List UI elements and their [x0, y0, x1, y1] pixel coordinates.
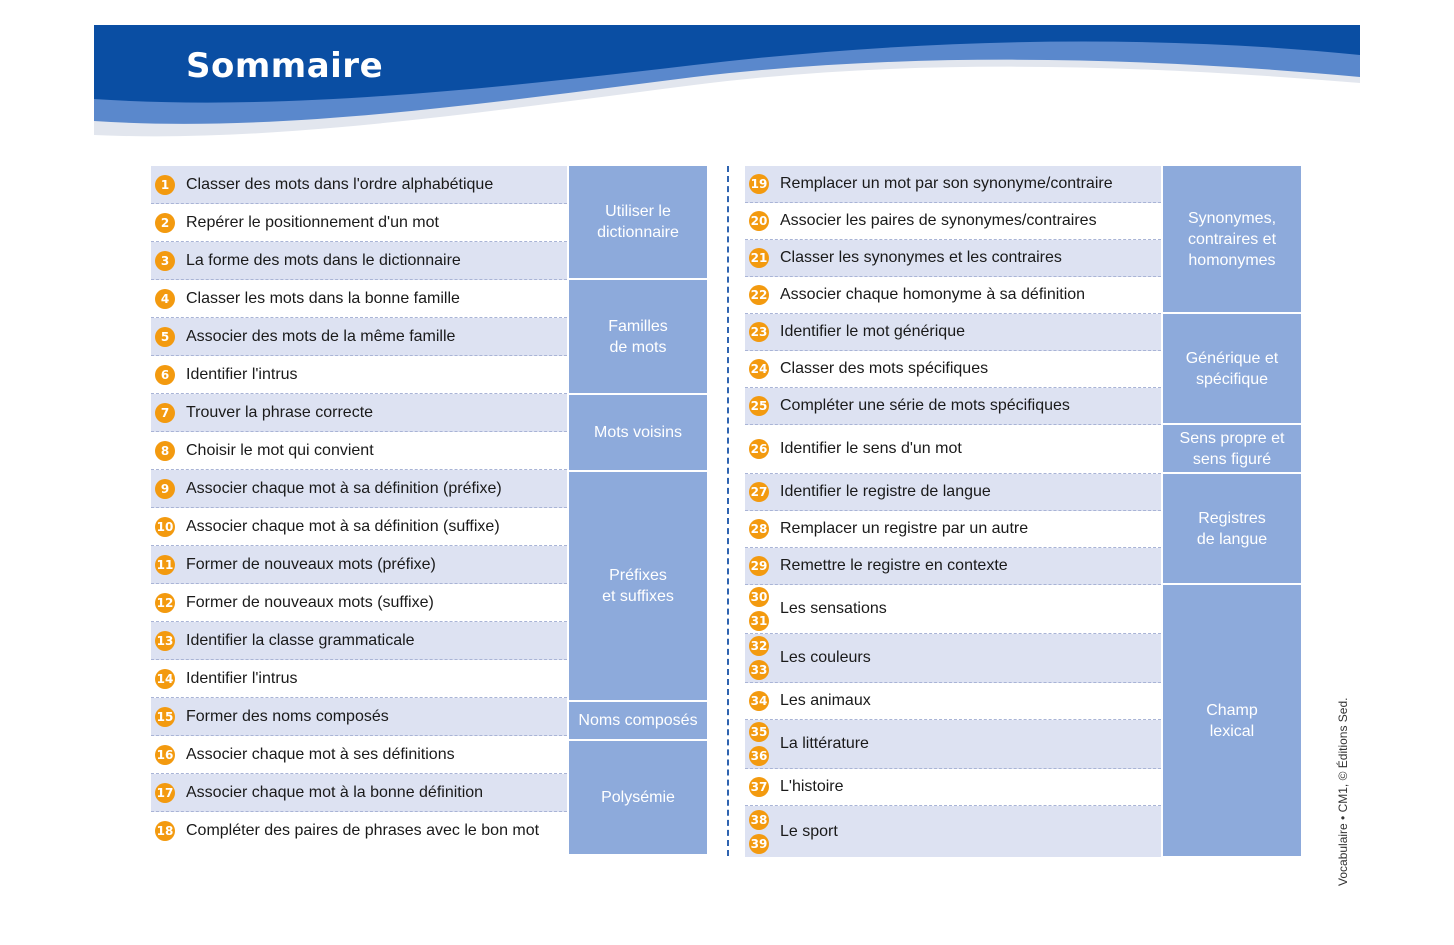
item-label: Identifier l'intrus	[186, 365, 298, 383]
page-title: Sommaire	[186, 46, 384, 86]
category-label: Familles de mots	[608, 317, 668, 356]
header-banner	[94, 25, 1360, 155]
number-badge: 36	[749, 746, 769, 766]
number-badge: 23	[749, 322, 769, 342]
item-label: Identifier la classe grammaticale	[186, 631, 415, 649]
list-item[interactable]	[151, 546, 567, 584]
item-label: Associer les paires de synonymes/contraires	[780, 212, 1097, 229]
list-item[interactable]	[745, 683, 1161, 720]
item-label: Les animaux	[780, 692, 871, 709]
category-cell	[569, 472, 707, 702]
list-item[interactable]	[745, 769, 1161, 806]
item-label: Les couleurs	[780, 649, 871, 666]
number-badge: 7	[155, 403, 175, 423]
list-item[interactable]	[151, 698, 567, 736]
item-label: Associer chaque homonyme à sa définition	[780, 286, 1086, 303]
number-badge: 4	[155, 289, 175, 309]
item-label: Choisir le mot qui convient	[186, 441, 374, 459]
list-item[interactable]	[745, 203, 1161, 240]
list-item[interactable]	[151, 394, 567, 432]
item-label: Repérer le positionnement d'un mot	[186, 213, 439, 231]
category-cell	[1163, 314, 1301, 425]
banner-wave	[94, 25, 1360, 155]
column-separator	[727, 166, 729, 856]
list-item[interactable]	[151, 812, 567, 850]
list-item[interactable]	[151, 470, 567, 508]
number-badge: 33	[749, 660, 769, 680]
number-badge: 35	[749, 722, 769, 742]
number-badge: 39	[749, 834, 769, 854]
list-item[interactable]	[151, 622, 567, 660]
item-label: Classer des mots spécifiques	[780, 360, 989, 377]
item-label: Le sport	[780, 822, 838, 840]
number-badge: 15	[155, 707, 175, 727]
number-badge: 30	[749, 587, 769, 607]
list-item[interactable]	[745, 388, 1161, 425]
number-badge: 12	[155, 593, 175, 613]
copyright-note: Vocabulaire • CM1, © Éditions Sed.	[1336, 697, 1350, 886]
number-badge: 2	[155, 213, 175, 233]
number-badge: 16	[155, 745, 175, 765]
number-badge: 6	[155, 365, 175, 385]
list-item[interactable]	[151, 774, 567, 812]
item-label: Compléter une série de mots spécifiques	[780, 397, 1070, 414]
list-item[interactable]	[745, 240, 1161, 277]
number-badge: 1	[155, 175, 175, 195]
number-badge: 32	[749, 636, 769, 656]
list-item[interactable]	[151, 318, 567, 356]
item-label: Associer chaque mot à ses définitions	[186, 745, 455, 763]
number-badge: 29	[749, 556, 769, 576]
number-badge: 10	[155, 517, 175, 537]
list-item[interactable]	[151, 508, 567, 546]
item-label: Identifier le sens d'un mot	[780, 440, 962, 457]
item-label: Former des noms composés	[186, 707, 389, 725]
number-badge: 22	[749, 285, 769, 305]
item-label: Associer chaque mot à sa définition (préfixe)	[186, 479, 502, 497]
list-item[interactable]	[151, 736, 567, 774]
list-item[interactable]	[745, 166, 1161, 203]
number-badge: 3	[155, 251, 175, 271]
number-badge: 17	[155, 783, 175, 803]
list-item[interactable]	[151, 280, 567, 318]
item-label: Identifier l'intrus	[186, 669, 298, 687]
number-badge: 5	[155, 327, 175, 347]
list-item[interactable]	[745, 634, 1161, 683]
list-item[interactable]	[745, 585, 1161, 634]
category-cell	[1163, 474, 1301, 585]
number-badge: 19	[749, 174, 769, 194]
category-cell	[569, 280, 707, 395]
category-label: Mots voisins	[593, 424, 683, 441]
list-item[interactable]	[745, 474, 1161, 511]
item-label: Associer chaque mot à sa définition (suffixe)	[186, 517, 500, 535]
category-cell	[1163, 585, 1301, 856]
category-cell	[569, 395, 707, 472]
list-item[interactable]	[745, 314, 1161, 351]
list-item[interactable]	[745, 511, 1161, 548]
item-label: Remplacer un mot par son synonyme/contraire	[780, 175, 1113, 192]
category-cell	[1163, 425, 1301, 474]
item-label: Classer des mots dans l'ordre alphabétique	[186, 175, 494, 193]
number-badge: 8	[155, 441, 175, 461]
left-category-column	[569, 166, 707, 854]
number-badge: 37	[749, 777, 769, 797]
item-label: Identifier le mot générique	[780, 323, 965, 340]
list-item[interactable]	[745, 277, 1161, 314]
category-cell	[569, 741, 707, 854]
list-item[interactable]	[151, 432, 567, 470]
item-label: Former de nouveaux mots (préfixe)	[186, 555, 436, 573]
item-label: Associer des mots de la même famille	[186, 327, 456, 345]
category-cell	[1163, 166, 1301, 314]
category-label: Sens propre et sens figuré	[1179, 429, 1285, 468]
right-exercise-list	[745, 166, 1161, 857]
category-label: Préfixes et suffixes	[602, 567, 674, 605]
number-badge: 31	[749, 611, 769, 631]
number-badge: 11	[155, 555, 175, 575]
category-label: Synonymes, contraires et homonymes	[1187, 209, 1277, 269]
list-item[interactable]	[745, 351, 1161, 388]
number-badge: 34	[749, 691, 769, 711]
category-label: Registres de langue	[1196, 509, 1268, 548]
list-item[interactable]	[151, 356, 567, 394]
number-badge: 20	[749, 211, 769, 231]
left-exercise-list	[151, 166, 567, 850]
item-label: Les sensations	[780, 600, 887, 617]
number-badge: 27	[749, 482, 769, 502]
list-item[interactable]	[151, 242, 567, 280]
list-item[interactable]	[745, 720, 1161, 769]
category-cell	[569, 166, 707, 280]
item-label: La forme des mots dans le dictionnaire	[186, 251, 461, 269]
list-item[interactable]	[151, 660, 567, 698]
list-item[interactable]	[151, 204, 567, 242]
number-badge: 21	[749, 248, 769, 268]
list-item[interactable]	[151, 584, 567, 622]
item-label: Compléter des paires de phrases avec le bon mot	[186, 822, 540, 839]
item-label: Remplacer un registre par un autre	[780, 520, 1029, 537]
item-label: Remettre le registre en contexte	[780, 557, 1008, 574]
item-label: Classer les mots dans la bonne famille	[186, 289, 460, 307]
item-label: Classer les synonymes et les contraires	[780, 249, 1062, 266]
number-badge: 26	[749, 439, 769, 459]
category-label: Noms composés	[578, 712, 698, 729]
item-label: Former de nouveaux mots (suffixe)	[186, 593, 434, 611]
category-label: Générique et spécifique	[1185, 349, 1279, 388]
right-category-column	[1163, 166, 1301, 856]
item-label: Identifier le registre de langue	[780, 483, 991, 500]
list-item[interactable]	[151, 166, 567, 204]
item-label: La littérature	[780, 735, 869, 752]
number-badge: 24	[749, 359, 769, 379]
item-label: Associer chaque mot à la bonne définition	[186, 783, 484, 801]
number-badge: 38	[749, 810, 769, 830]
item-label: Trouver la phrase correcte	[186, 403, 374, 421]
list-item[interactable]	[745, 548, 1161, 585]
number-badge: 18	[155, 821, 175, 841]
category-label: Utiliser le dictionnaire	[597, 203, 679, 241]
category-label: Polysémie	[601, 789, 675, 806]
number-badge: 25	[749, 396, 769, 416]
number-badge: 28	[749, 519, 769, 539]
number-badge: 13	[155, 631, 175, 651]
item-label: L'histoire	[780, 778, 844, 795]
number-badge: 14	[155, 669, 175, 689]
category-cell	[569, 702, 707, 741]
number-badge: 9	[155, 479, 175, 499]
list-item[interactable]	[745, 806, 1161, 857]
list-item[interactable]	[745, 425, 1161, 474]
category-label: Champ lexical	[1206, 701, 1258, 740]
